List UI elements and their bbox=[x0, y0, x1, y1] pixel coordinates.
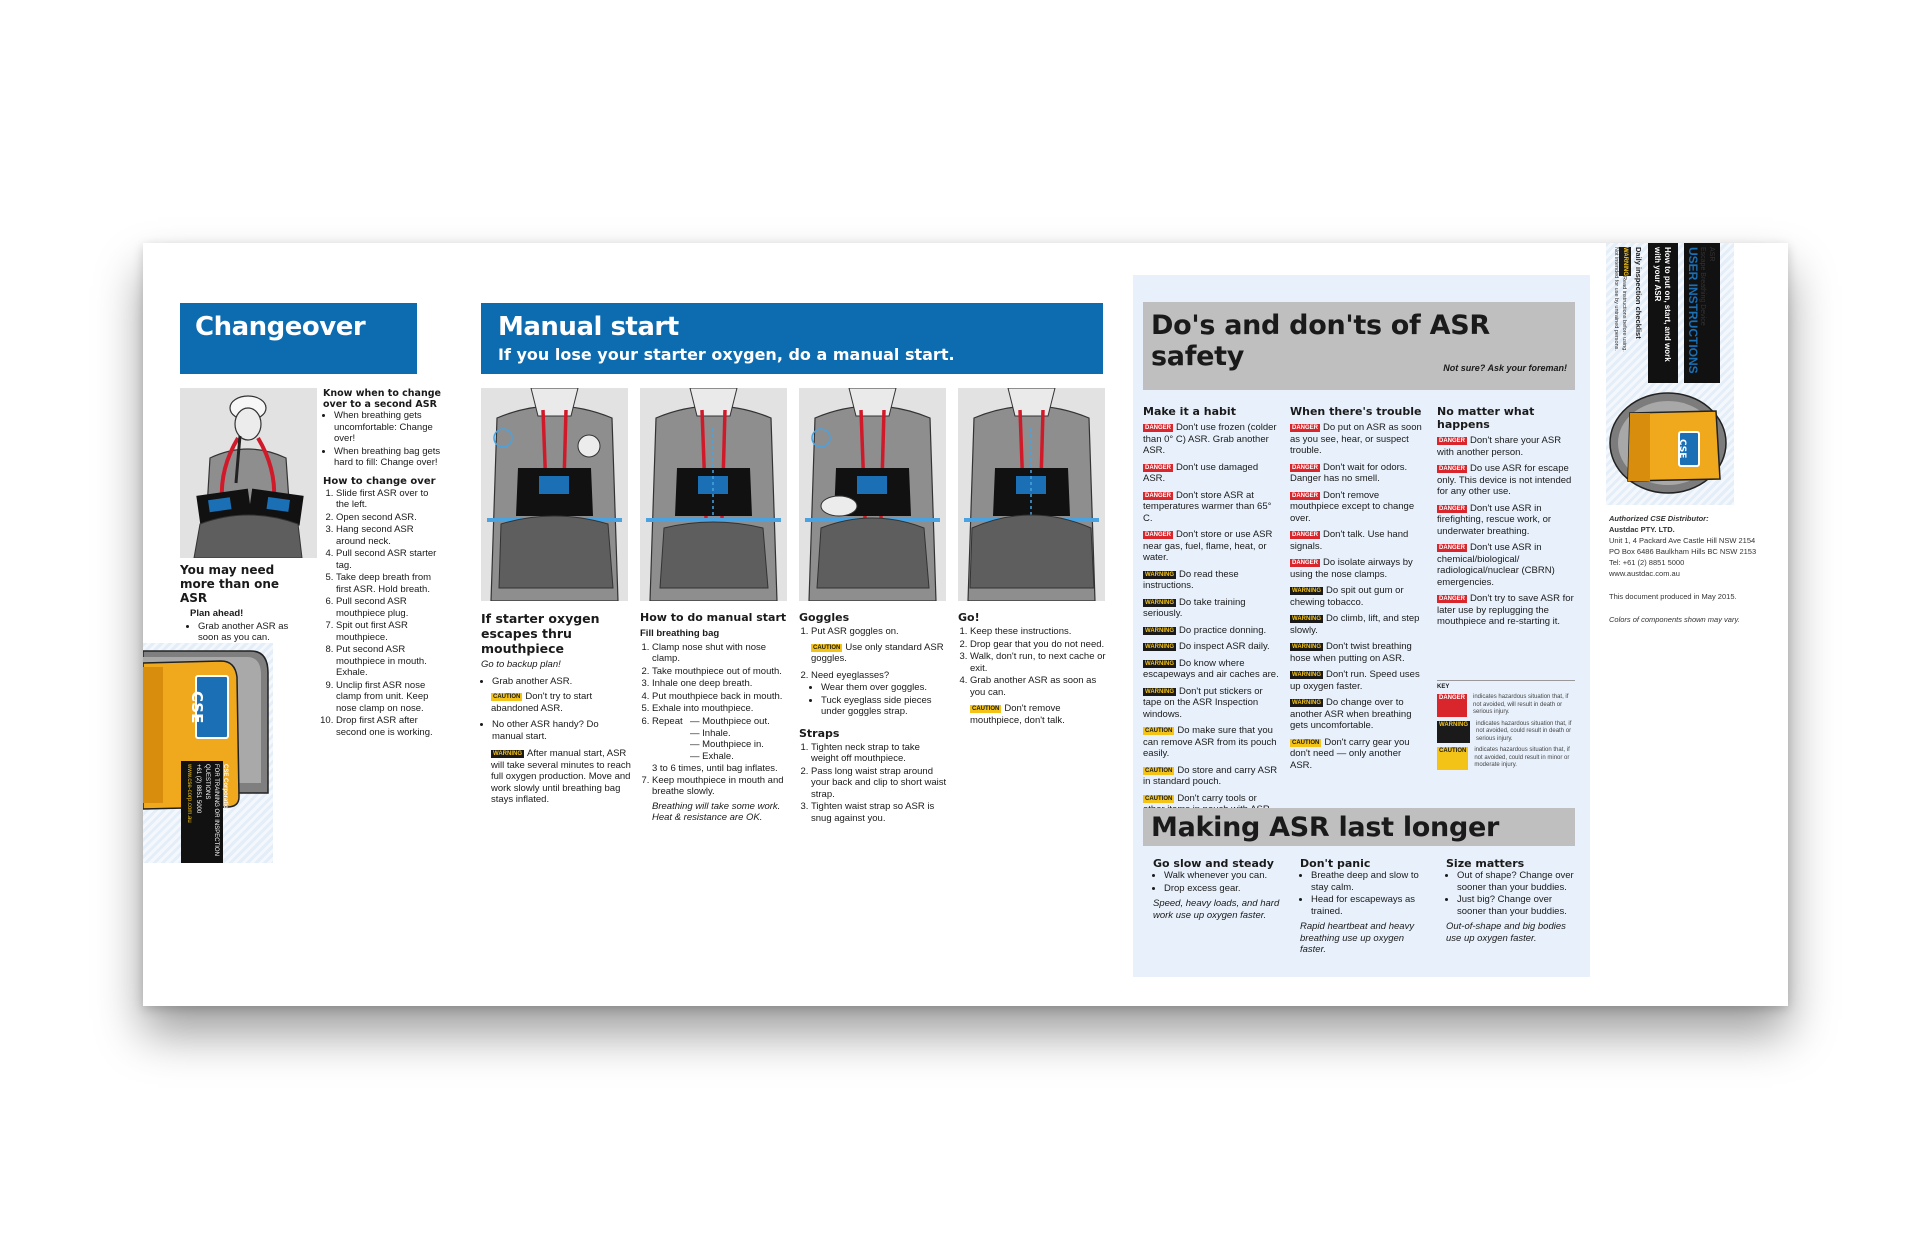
goggles-caution-text: Use only standard ASR goggles. bbox=[811, 641, 944, 664]
safety-subtitle: Not sure? Ask your foreman! bbox=[1443, 363, 1567, 373]
safety-item-text: Don't use damaged ASR. bbox=[1143, 461, 1259, 484]
list-item: 4. Grab another ASR as soon as you can. bbox=[970, 675, 1108, 698]
danger-label: DANGER bbox=[1439, 505, 1466, 512]
safety-item-text: Do know where escapeways and air caches are. bbox=[1143, 657, 1279, 680]
danger-label: DANGER bbox=[1145, 532, 1172, 538]
caution-label: CAUTION bbox=[1437, 747, 1468, 770]
manual-start-illustration-2 bbox=[640, 388, 787, 601]
manual-col-go bbox=[958, 611, 1108, 726]
safety-item bbox=[1143, 422, 1281, 457]
caution-label: CAUTION bbox=[972, 706, 1000, 712]
safety-item-text: Don't carry tools or bbox=[1177, 792, 1257, 804]
changeover-illustration bbox=[180, 388, 317, 558]
safety-item-text: Don't wait for odors. Danger has no smell. bbox=[1290, 461, 1408, 484]
warning-label: WARNING bbox=[1437, 721, 1470, 744]
list-item: 1. Tighten neck strap to take weight off mouthpiece. bbox=[811, 742, 949, 765]
safety-item bbox=[1290, 697, 1425, 732]
safety-item bbox=[1290, 490, 1425, 525]
list-item: 5. Exhale into mouthpiece. bbox=[652, 703, 790, 715]
straps-heading: Straps bbox=[799, 726, 840, 740]
longer-heading: Size matters bbox=[1446, 857, 1525, 870]
go-caution bbox=[970, 703, 1108, 726]
goggles-list bbox=[799, 626, 949, 638]
go-caution-text: Don't remove mouthpiece, don't talk. bbox=[970, 703, 1065, 726]
list-item: 3. Tighten waist strap so ASR is snug against you. bbox=[811, 801, 949, 824]
safety-item-text: Don't run. Speed uses up oxygen faster. bbox=[1290, 669, 1420, 692]
safety-item-text: Do change over to another ASR when breathing gets uncomfortable. bbox=[1290, 697, 1412, 731]
list-item: 6. Pull second ASR mouthpiece plug. bbox=[336, 596, 441, 619]
safety-item-text: Do practice donning. bbox=[1179, 624, 1267, 636]
front-cover-panel bbox=[1606, 243, 1734, 505]
back-line1: FOR TRAINING OR INSPECTION QUESTIONS bbox=[204, 764, 219, 856]
longer-title: Making ASR last longer bbox=[1151, 812, 1500, 843]
safety-item bbox=[1290, 613, 1425, 636]
list-item: 9. Unclip first ASR nose clamp from unit. Keep nose clamp on nose. bbox=[336, 680, 441, 715]
longer-col-1 bbox=[1153, 857, 1283, 921]
warning-label: WARNING bbox=[1145, 627, 1174, 634]
list-item: 5. Take deep breath from first ASR. Hold breath. bbox=[336, 572, 441, 595]
safety-item bbox=[1290, 585, 1425, 608]
list-item bbox=[652, 716, 790, 763]
safety-item-text: Do spit out gum or chewing tobacco. bbox=[1290, 585, 1404, 608]
warning-label: WARNING bbox=[1145, 644, 1174, 650]
longer-note: Out-of-shape and big bodies use up oxygen faster. bbox=[1446, 921, 1566, 944]
back-line2: +61 (2) 8851 5000 bbox=[195, 764, 201, 814]
safety-item bbox=[1290, 641, 1425, 664]
manual-col-how bbox=[640, 611, 790, 824]
safety-col-no-matter bbox=[1437, 405, 1577, 633]
how-to-change-list bbox=[323, 488, 441, 739]
warning-label: WARNING bbox=[1292, 700, 1321, 706]
safety-item bbox=[1143, 686, 1281, 721]
safety-col-trouble bbox=[1290, 405, 1425, 776]
list-item: 4. Put mouthpiece back in mouth. bbox=[652, 691, 790, 703]
cover-text-checklist bbox=[1634, 247, 1643, 367]
know-when-list bbox=[323, 410, 441, 469]
safety-item bbox=[1143, 725, 1281, 760]
safety-item-text: Don't store or use ASR near gas, fuel, flame, heat, or water. bbox=[1143, 529, 1273, 563]
danger-label: DANGER bbox=[1292, 532, 1319, 538]
safety-item-text: Don't talk. Use hand signals. bbox=[1290, 529, 1409, 552]
repeat-item: — Inhale. bbox=[690, 727, 731, 739]
safety-item bbox=[1437, 463, 1577, 498]
repeat-label: Repeat bbox=[652, 715, 683, 727]
warning-label: WARNING bbox=[1292, 672, 1321, 678]
how-manual-list bbox=[640, 642, 790, 763]
safety-item bbox=[1143, 597, 1281, 620]
goggles-caution bbox=[811, 642, 949, 665]
caution-label: CAUTION bbox=[1145, 795, 1173, 802]
know-when-heading: Know when to change over to a second ASR bbox=[323, 388, 441, 410]
longer-heading: Don't panic bbox=[1300, 857, 1371, 870]
longer-note: Rapid heartbeat and heavy breathing use up oxygen faster. bbox=[1300, 921, 1415, 955]
danger-label: DANGER bbox=[1292, 560, 1319, 566]
list-item: 7. Spit out first ASR mouthpiece. bbox=[336, 620, 441, 643]
colors-note: Colors of components shown may vary. bbox=[1609, 615, 1740, 624]
backup-warning bbox=[491, 748, 631, 806]
how-manual-list-2 bbox=[640, 775, 790, 798]
safety-item bbox=[1143, 658, 1281, 681]
manual-start-header bbox=[481, 303, 1103, 374]
key-warning-text: indicates hazardous situation that, if not avoided, could result in death or serious injury. bbox=[1476, 720, 1572, 742]
safety-item bbox=[1143, 569, 1281, 592]
key-heading: KEY bbox=[1437, 684, 1450, 690]
safety-item-text: Don't use ASR in firefighting, rescue work, or underwater breathing. bbox=[1437, 502, 1552, 537]
list-item: 1. Clamp nose shut with nose clamp. bbox=[652, 642, 790, 665]
safety-item bbox=[1290, 462, 1425, 485]
more-than-one-heading: You may need more than one ASR bbox=[180, 563, 280, 605]
list-item: 2. Open second ASR. bbox=[336, 512, 441, 524]
distributor-name: Austdac PTY. LTD. bbox=[1609, 525, 1675, 534]
list-item: 2. Take mouthpiece out of mouth. bbox=[652, 666, 790, 678]
back-cover-panel bbox=[143, 643, 273, 863]
backup-list-2 bbox=[481, 719, 631, 742]
danger-label: DANGER bbox=[1439, 466, 1466, 472]
list-item: 1. Keep these instructions. bbox=[970, 626, 1108, 638]
cover-text-how bbox=[1652, 247, 1672, 377]
distributor-heading: Authorized CSE Distributor: bbox=[1609, 514, 1709, 523]
danger-label: DANGER bbox=[1292, 492, 1319, 499]
distributor-address2: PO Box 6486 Baulkham Hills BC NSW 2153 bbox=[1609, 547, 1757, 556]
key-warning bbox=[1437, 721, 1575, 744]
longer-heading: Go slow and steady bbox=[1153, 857, 1274, 870]
safety-item-text: Do isolate airways by using the nose clamps. bbox=[1290, 557, 1413, 580]
longer-header bbox=[1143, 808, 1575, 846]
longer-list bbox=[1300, 870, 1430, 917]
plan-ahead: Plan ahead! bbox=[190, 608, 244, 619]
cover-warning-text: Read instructions before using. Not intended for use by untrained persons. bbox=[1613, 247, 1627, 352]
go-list bbox=[958, 626, 1108, 698]
cover-warning bbox=[1612, 247, 1634, 357]
list-item: • When breathing gets uncomfortable: Change over! bbox=[334, 410, 441, 445]
warning-label: WARNING bbox=[1292, 616, 1321, 622]
repeat-item: — Mouthpiece in. bbox=[690, 739, 764, 750]
how-to-change-heading: How to change over bbox=[323, 475, 436, 487]
list-item: • Just big? Change over sooner than your buddies. bbox=[1457, 894, 1576, 917]
changeover-instructions bbox=[323, 388, 441, 739]
list-item: • Walk whenever you can. bbox=[1164, 870, 1283, 882]
fill-bag-sub: Fill breathing bag bbox=[640, 628, 720, 639]
warning-label: WARNING bbox=[493, 751, 522, 757]
safety-item bbox=[1290, 557, 1425, 580]
straps-list bbox=[799, 742, 949, 825]
safety-item-text: Don't put stickers or tape on the ASR Inspection windows. bbox=[1143, 685, 1263, 720]
danger-label: DANGER bbox=[1437, 694, 1467, 717]
list-item: 8. Put second ASR mouthpiece in mouth. Exhale. bbox=[336, 644, 441, 679]
list-item: • Drop excess gear. bbox=[1164, 883, 1283, 895]
safety-item bbox=[1290, 529, 1425, 552]
safety-key bbox=[1437, 680, 1575, 774]
cover-text-main bbox=[1688, 247, 1716, 377]
danger-label: DANGER bbox=[1439, 545, 1466, 551]
longer-col-2 bbox=[1300, 857, 1430, 956]
warning-label: WARNING bbox=[1145, 599, 1174, 606]
safety-item-text: Don't try to save ASR for later use by replugging the mouthpiece and re-starting it. bbox=[1437, 593, 1574, 627]
cover-checklist: Daily inspection checklist bbox=[1634, 247, 1643, 339]
list-item: • No other ASR handy? Do manual start. bbox=[492, 719, 631, 742]
warning-label: WARNING bbox=[1145, 688, 1174, 695]
repeat-times: 3 to 6 times, until bag inflates. bbox=[652, 763, 778, 774]
distributor-web: www.austdac.com.au bbox=[1609, 569, 1680, 578]
cover-user-instructions: USER INSTRUCTIONS bbox=[1686, 247, 1700, 374]
backup-list bbox=[481, 676, 631, 688]
safety-item bbox=[1290, 737, 1425, 772]
trouble-list bbox=[1290, 422, 1425, 771]
safety-item-text: Don't carry gear you don't need — only another ASR. bbox=[1290, 736, 1410, 771]
danger-label: DANGER bbox=[1145, 464, 1172, 471]
safety-item bbox=[1290, 422, 1425, 457]
changeover-header bbox=[180, 303, 417, 374]
list-item: • Breathe deep and slow to stay calm. bbox=[1311, 870, 1430, 893]
brochure-sheet bbox=[143, 243, 1788, 1006]
warning-label: WARNING bbox=[1145, 660, 1174, 667]
safety-item bbox=[1143, 765, 1281, 788]
safety-item-text: Do put on ASR as soon as you see, hear, or suspect trouble. bbox=[1290, 422, 1422, 456]
list-item: • Head for escapeways as trained. bbox=[1311, 894, 1430, 917]
goggles-heading: Goggles bbox=[799, 611, 850, 624]
backup-intro: Go to backup plan! bbox=[481, 659, 561, 670]
changeover-title: Changeover bbox=[195, 312, 366, 342]
cover-asr: ASR bbox=[1708, 247, 1715, 262]
danger-label: DANGER bbox=[1292, 425, 1319, 431]
safety-item bbox=[1143, 490, 1281, 525]
safety-item bbox=[1143, 641, 1281, 653]
manual-col-backup bbox=[481, 611, 631, 806]
breathing-note: Breathing will take some work. Heat & resistance are OK. bbox=[652, 800, 781, 823]
caution-label: CAUTION bbox=[813, 644, 841, 651]
eyeglass-list bbox=[799, 682, 949, 718]
habit-list bbox=[1143, 422, 1281, 816]
more-than-one-list bbox=[180, 621, 300, 644]
key-danger bbox=[1437, 694, 1575, 717]
safety-item-text: Do climb, lift, and step slowly. bbox=[1290, 613, 1420, 636]
manual-start-subtitle: If you lose your starter oxygen, do a manual start. bbox=[498, 345, 955, 364]
manual-start-illustration-1 bbox=[481, 388, 628, 601]
distributor-phone: Tel: +61 (2) 8851 5000 bbox=[1609, 558, 1685, 567]
manual-start-illustration-4 bbox=[958, 388, 1105, 601]
backup-warning-text: After manual start, ASR will take several minutes to reach full oxygen production. Move and work slowly until breathing bag stays inflated. bbox=[491, 748, 631, 805]
list-item: 2. Drop gear that you do not need. bbox=[970, 639, 1108, 651]
caution-label: CAUTION bbox=[1292, 739, 1320, 746]
warning-label: WARNING bbox=[1292, 588, 1321, 594]
key-caution bbox=[1437, 747, 1575, 770]
safety-title: Do's and don'ts of ASR safety bbox=[1151, 310, 1490, 372]
safety-item bbox=[1143, 625, 1281, 637]
safety-item-text: Don't share your ASR with another person. bbox=[1437, 435, 1562, 458]
backup-caution bbox=[491, 691, 631, 714]
caution-label: CAUTION bbox=[1145, 728, 1173, 734]
back-cover-strip bbox=[181, 761, 228, 863]
go-heading: Go! bbox=[958, 611, 980, 624]
safety-item-text: Don't use frozen (colder than 0° C) ASR. Grab another ASR. bbox=[1143, 422, 1277, 456]
list-item: 2. Need eyeglasses? bbox=[811, 670, 949, 682]
produced-note: This document produced in May 2015. bbox=[1609, 592, 1737, 601]
safety-item bbox=[1437, 542, 1577, 588]
manual-start-illustration-3 bbox=[799, 388, 946, 601]
safety-item-text: Don't remove mouthpiece except to change over. bbox=[1290, 489, 1415, 524]
list-item: 10. Drop first ASR after second one is working. bbox=[336, 715, 441, 738]
repeat-items bbox=[690, 716, 790, 762]
list-item: 7. Keep mouthpiece in mouth and breathe slowly. bbox=[652, 775, 790, 798]
manual-start-title: Manual start bbox=[498, 312, 679, 342]
more-than-one-block bbox=[180, 563, 300, 645]
back-company: CSE Corporation bbox=[222, 764, 228, 813]
cover-device: Escape Breathing Device bbox=[1699, 247, 1706, 326]
safety-item-text: Don't twist breathing hose when putting on ASR. bbox=[1290, 641, 1412, 664]
longer-list bbox=[1446, 870, 1576, 917]
safety-item-text: Do use ASR for escape only. This device is not intended for any other use. bbox=[1437, 463, 1572, 497]
safety-item-text: Don't store ASR at temperatures warmer than 65° C. bbox=[1143, 489, 1272, 524]
no-matter-list bbox=[1437, 435, 1577, 628]
caution-label: CAUTION bbox=[493, 694, 521, 700]
safety-item bbox=[1290, 669, 1425, 692]
list-item: • Wear them over goggles. bbox=[821, 682, 949, 694]
list-item: • Grab another ASR. bbox=[492, 676, 631, 688]
danger-label: DANGER bbox=[1292, 464, 1319, 471]
safety-item bbox=[1143, 529, 1281, 564]
longer-col-3 bbox=[1446, 857, 1576, 944]
safety-item bbox=[1437, 593, 1577, 628]
cover-cse-logo: CSE bbox=[1678, 431, 1700, 467]
distributor-info bbox=[1609, 513, 1779, 625]
danger-label: DANGER bbox=[1439, 438, 1466, 444]
safety-item-text: Do take training seriously. bbox=[1143, 596, 1246, 619]
manual-col-goggles bbox=[799, 611, 949, 825]
safety-item bbox=[1437, 503, 1577, 538]
caution-label: CAUTION bbox=[1145, 767, 1173, 774]
danger-label: DANGER bbox=[1145, 492, 1172, 499]
back-web: www.cse-corp.com.au bbox=[186, 764, 192, 823]
cse-logo-badge: CSE bbox=[195, 675, 229, 739]
warning-label: WARNING bbox=[1292, 644, 1321, 650]
warning-label: WARNING bbox=[1145, 571, 1174, 578]
distributor-address1: Unit 1, 4 Packard Ave Castle Hill NSW 2154 bbox=[1609, 536, 1756, 545]
list-item: 3. Hang second ASR around neck. bbox=[336, 524, 441, 547]
how-manual-heading: How to do manual start bbox=[640, 611, 787, 624]
key-caution-text: indicates hazardous situation that, if not avoided, could result in minor or moderate injury. bbox=[1474, 747, 1570, 768]
longer-note: Speed, heavy loads, and hard work use up oxygen faster. bbox=[1153, 898, 1280, 921]
list-item: 2. Pass long waist strap around your back and clip to short waist strap. bbox=[811, 766, 949, 801]
safety-item-text: Do make sure that you can remove ASR from its pouch easily. bbox=[1143, 725, 1277, 759]
warning-label: WARNING bbox=[1619, 247, 1631, 276]
list-item: 4. Pull second ASR starter tag. bbox=[336, 548, 441, 571]
goggles-list-2 bbox=[799, 670, 949, 682]
trouble-heading: When there's trouble bbox=[1290, 405, 1422, 418]
backup-heading: If starter oxygen escapes thru mouthpiece bbox=[481, 611, 600, 656]
safety-item bbox=[1143, 462, 1281, 485]
safety-panel bbox=[1133, 275, 1590, 977]
list-item: • Grab another ASR as soon as you can. bbox=[198, 621, 300, 644]
safety-col-habit bbox=[1143, 405, 1281, 821]
repeat-item: — Exhale. bbox=[690, 750, 734, 762]
list-item: 3. Walk, don't run, to next cache or exit. bbox=[970, 651, 1108, 674]
repeat-item: — Mouthpiece out. bbox=[690, 716, 770, 727]
longer-list bbox=[1153, 870, 1283, 894]
safety-item-text: Do inspect ASR daily. bbox=[1179, 641, 1270, 652]
backup-caution-text: Don't try to start abandoned ASR. bbox=[491, 691, 593, 714]
danger-label: DANGER bbox=[1145, 425, 1172, 431]
list-item: 1. Put ASR goggles on. bbox=[811, 626, 949, 638]
list-item: • Tuck eyeglass side pieces under goggles strap. bbox=[821, 695, 949, 718]
back-cover-text bbox=[184, 764, 229, 860]
safety-header bbox=[1143, 302, 1575, 390]
no-matter-heading: No matter what happens bbox=[1437, 405, 1535, 431]
safety-item-text: Don't use ASR in chemical/biological/ radiological/nuclear (CBRN) emergencies. bbox=[1437, 542, 1555, 588]
list-item: • When breathing bag gets hard to fill: Change over! bbox=[334, 446, 441, 469]
danger-label: DANGER bbox=[1439, 596, 1466, 602]
safety-item-text: Do read these instructions. bbox=[1143, 568, 1239, 591]
list-item: 1. Slide first ASR over to the left. bbox=[336, 488, 441, 511]
cover-how-to: How to put on, start, and work with your ASR bbox=[1653, 247, 1672, 362]
safety-item bbox=[1437, 435, 1577, 458]
habit-heading: Make it a habit bbox=[1143, 405, 1236, 418]
list-item: • Out of shape? Change over sooner than your buddies. bbox=[1457, 870, 1576, 893]
safety-item-text: Do store and carry ASR in standard pouch. bbox=[1143, 764, 1278, 787]
list-item: 3. Inhale one deep breath. bbox=[652, 678, 790, 690]
key-danger-text: indicates hazardous situation that, if not avoided, will result in death or serious injury. bbox=[1473, 694, 1569, 715]
